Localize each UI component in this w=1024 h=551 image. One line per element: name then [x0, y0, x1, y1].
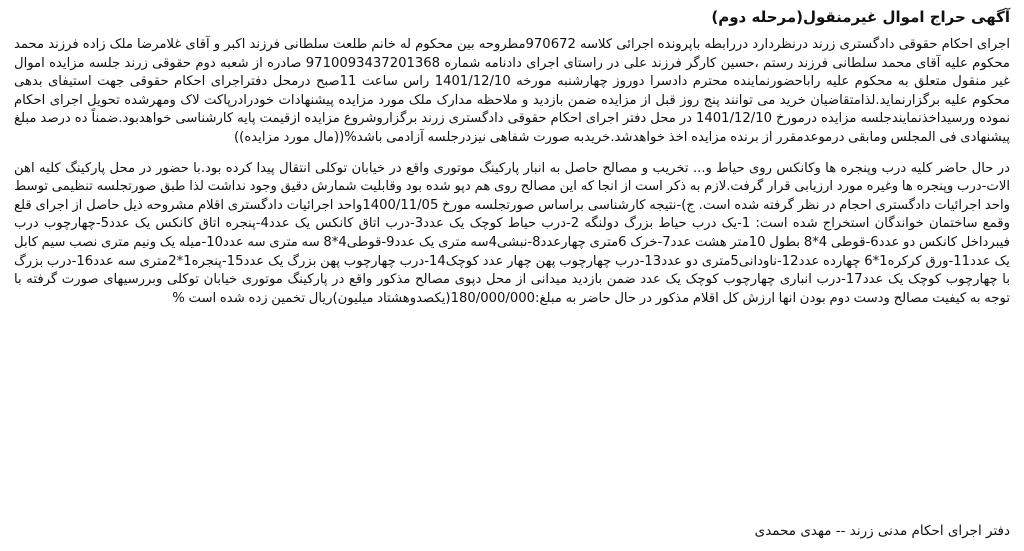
- notice-paragraph-auction-terms: اجرای احکام حقوقی دادگستری زرند درنظردارد دررابطه باپرونده اجرائی کلاسه 970672مطروحه بین محکوم له خانم طلعت سلطانی فرزند اکبر و آقای غلامرضا ملک زاده فرزند محمد محکوم علیه آقای محمد سلطانی فرزند رستم ،حسین کارگر فرزند علی در راستای اجرای دادنامه شماره 9710093437201368 صادره از شعبه دوم حقوقی زرند جلسه مزایده اموال غیر منقول متعلق به محکوم علیه راباحضورنماینده محترم دادسرا دوروز چهارشنبه مورخه 1401/12/10 راس ساعت 11صبح درمحل دفتراجرای احکام حقوقی جهت استیفای بدهی محکوم علیه برگزارنماید.لذامتقاضیان خرید می توانند پنج روز قبل از مزایده ضمن بازدید و ملاحظه مدارک ملک مورد مزایده پیشنهادات خودرادرپاکت لاک ومهرشده تحویل اجرای احکام نموده ورسیداخذنمایندجلسه مزایده درمورخ 1401/12/10 در محل دفتر اجرای احکام حقوقی دادگستری زرند برگزاروشروع مزایده ازقیمت پایه کارشناسی خواهدبود.ضمناً ده درصد مبلغ پیشنهادی فی المجلس ومابقی درموعدمقرر از برنده مزایده اخذ خواهدشد.خریدبه صورت شفاهی نیزدرجلسه آزادمی باشد%((مال مورد مزایده)): [14, 37, 1011, 145]
- notice-title: آگهی حراج اموال غیرمنقول(مرحله دوم): [711, 8, 1010, 26]
- notice-paragraph-items-description: در حال حاضر کلیه درب وپنجره ها وکانکس روی حیاط و... تخریب و مصالح حاصل به انبار پارکینگ موتوری واقع در خیابان توکلی انتقال پیدا کرده بود.با حضور در محل پارکینگ کلیه اهن الات-درب وپنجره ها وغیره مورد ارزیابی قرار گرفت.لازم به ذکر است از انجا که این مصالح روی هم دپو شده بود وقابلیت شمارش دقیق وجود نداشت لذا طبق صورتجلسه تنظیمی توسط واحد اجرائیات دادگستری احجام در نظر گرفته شده است. ج)-نتیجه کارشناسی براساس صورتجلسه مورخ 1400/11/05واحد اجرائیات دادگستری اقلام مشروحه ذیل حاصل از اجرای قلع وقمع ساختمان خواندگان استخراج شده است: 1-یک درب حیاط بزرگ دولنگه 2-درب حیاط کوچک یک عدد3-درب اتاق کانکس یک عدد4-پنجره اتاق کانکس یک عدد5-چهارچوب درب فیبرداخل کانکس دو عدد6-قوطی 4*8 بطول 10متر هشت عدد7-خرک 6متری چهارعدد8-نبشی4سه متری یک عدد9-قوطی4*8 سه متری سه عدد10-میله یک ونیم متری نصب سیم کابل یک عدد11-ورق کرکره1*6 چهارده عدد12-ناودانی5متری دو عدد13-درب چهارچوب پهن چهار عدد کوچک14-درب چهارچوب پهن بزرگ یک عدد15-پنجره1*2متری سه عدد16-درب بزرگ با چهارچوب کوچک یک عدد17-درب انباری چهارچوب کوچک یک عدد ضمن بازدید میدانی از محل دپوی مصالح مذکور واقع در پارکینگ موتوری خیابان توکلی وبررسیهای صورت گرفته با توجه به کیفیت مصالح ودست دوم بودن انها ارزش کل اقلام مذکور در حال حاضر به مبلغ:180/000/000(یکصدوهشتاد میلیون)ریال تخمین زده شده است %: [14, 160, 1010, 306]
- notice-signature: دفتر اجرای احکام مدنی زرند -- مهدی محمدی: [754, 523, 1010, 539]
